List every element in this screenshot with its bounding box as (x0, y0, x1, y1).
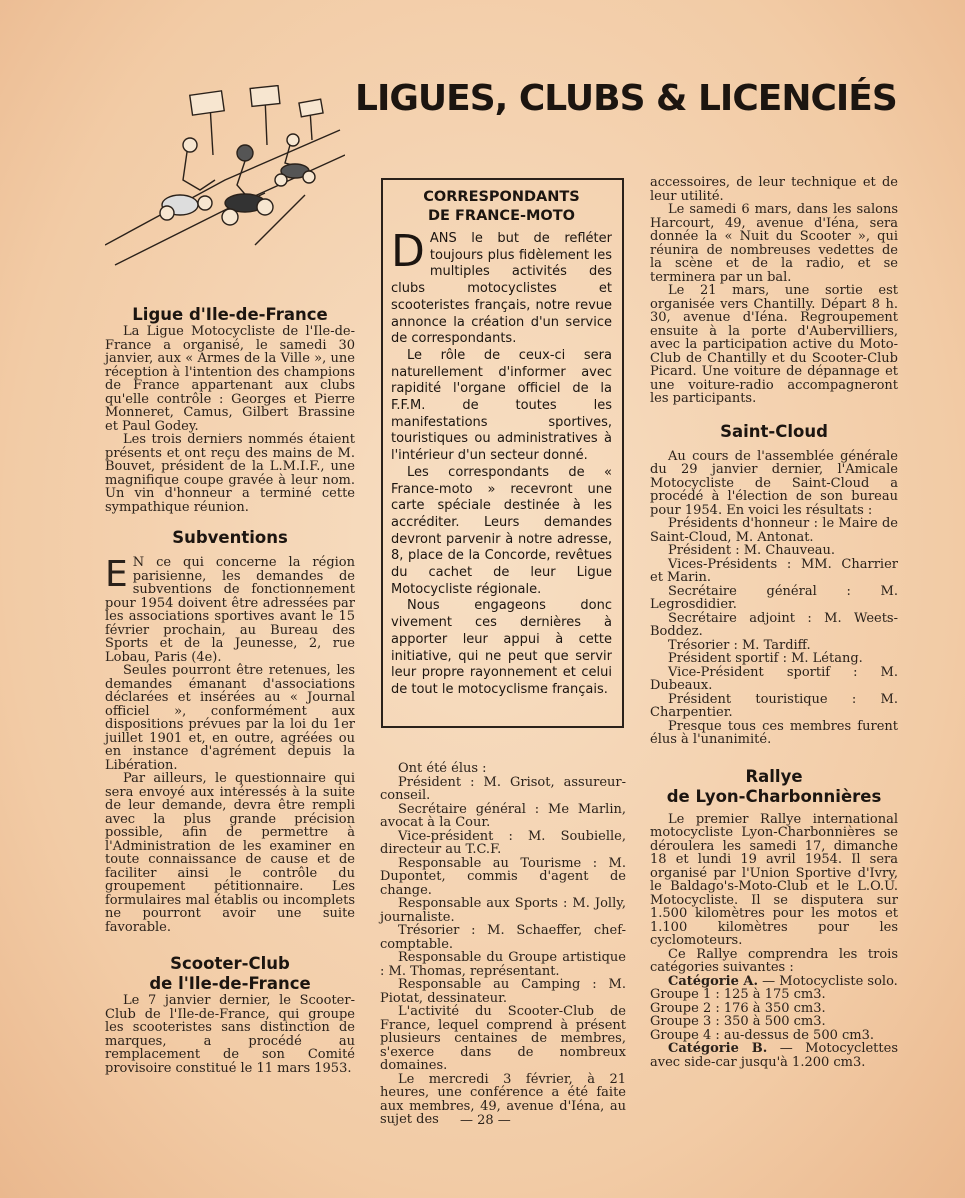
drop-cap: E (105, 554, 128, 595)
list-line: Vice-président : M. Soubielle, directeur au T.C.F. (380, 828, 626, 857)
list-line: Secrétaire général : M. Legrosdidier. (650, 583, 898, 612)
list-line: Secrétaire général : Me Marlin, avocat à la Cour. (380, 801, 626, 830)
list-line: Trésorier : M. Schaeffer, chef-comptable. (380, 923, 626, 952)
paragraph: Nous engageons donc vivement ces dernières à apporter leur appui à cette initiative, qui ne peut que servir leur propre rayonnement et celui de tout le motocyclisme français. (391, 598, 612, 697)
list-line: Président sportif : M. Létang. (668, 651, 863, 666)
section-title-saint-cloud: Saint-Cloud (720, 421, 828, 441)
list-line: Responsable aux Sports : M. Jolly, journaliste. (380, 896, 626, 925)
list-line: Président : M. Grisot, assureur-conseil. (380, 774, 626, 803)
list-line: Au cours de l'assemblée générale du 29 janvier dernier, l'Amicale Motocycliste de Saint-Cloud a procédé à l'élection de son bureau pour 1954. En voici les résultats : (650, 448, 898, 518)
drop-cap: D (391, 226, 425, 277)
list-line: Présidents d'honneur : le Maire de Saint-Cloud, M. Antonat. (650, 516, 898, 545)
paragraph-with-dropcap (105, 556, 355, 664)
paragraph: Les trois derniers nommés étaient présents et ont reçu des mains de M. Bouvet, président de la L.M.I.F., une magnifique coupe gravée à leur nom. Un vin d'honneur a terminé cette sympathique réunion. (105, 432, 355, 515)
paragraph: Le 21 mars, une sortie est organisée vers Chantilly. Départ 8 h. 30, avenue d'Iéna. Regroupement ensuite à la porte d'Aubervilliers, avec la participation active du Moto-Club de Chantilly et du Scooter-Club Picard. Une voiture de dépannage et une voiture-radio accompagneront les participants. (650, 283, 898, 406)
list-line: Responsable au Camping : M. Piotat, dessinateur. (380, 977, 626, 1006)
category-text: — Motocyclettes avec side-car jusqu'à 1.200 cm3. (650, 1041, 898, 1070)
section-title-rallye (650, 767, 898, 807)
title-line: de Lyon-Charbonnières (666, 786, 882, 806)
paragraph: Le premier Rallye international motocycliste Lyon-Charbonnières se déroulera les samedi 17, dimanche 18 et lundi 19 avril 1954. Il sera organisé par l'Union Sportive d'Ivry, le Baldago's-Moto-Club et le L.O.U. Motocycliste. Il se disputera sur 1.500 kilomètres pour les motos et 1.100 kilomètres pour les cyclomoteurs. (650, 811, 898, 948)
category-label: Catégorie B. (668, 1041, 768, 1056)
paragraph: La Ligue Motocycliste de l'Ile-de-France a organisé, le samedi 30 janvier, aux « Armes de la Ville », une réception à l'intention des champions de France appartenant aux clubs qu'elle contrôle : Georges et Pierre Monneret, Camus, Gilbert Brassine et Paul Godey. (105, 324, 355, 434)
section-title-subventions: Subventions (172, 528, 288, 547)
paragraph-text: N ce qui concerne la région parisienne, les demandes de subventions de fonctionnement pour 1954 doivent être adressées par les associations sportives avant le 15 février prochain, au Bureau des Sports et de la Jeunesse, 2, rue Lobau, Paris (4e). (105, 555, 355, 665)
list-line: Ont été élus : (398, 761, 487, 776)
section-title-ligue: Ligue d'Ile-de-France (132, 305, 328, 324)
category-line (650, 1042, 898, 1069)
correspondants-box (381, 178, 624, 728)
title-line: Scooter-Club (170, 954, 290, 973)
paragraph: Seules pourront être retenues, les demandes émanant d'associations déclarées et insérées au « Journal officiel », conformément aux dispositions prévues par la loi du 1er juillet 1901 et, en outre, agréées ou en instance d'agrément depuis la Libération. (105, 663, 355, 773)
list-line: Le mercredi 3 février, à 21 heures, une conférence a été faite aux membres, 49, avenue d'Iéna, au sujet des (380, 1071, 626, 1127)
title-line: de l'Ile-de-France (149, 974, 311, 993)
scooter-riders-illustration (105, 85, 345, 270)
group-line: Groupe 3 : 350 à 500 cm3. (650, 1014, 826, 1029)
title-line: Rallye (745, 766, 803, 786)
category-text: — Motocycliste solo. (758, 973, 898, 989)
title-line: CORRESPONDANTS (423, 189, 580, 205)
paragraph: Le rôle de ceux-ci sera naturellement d'informer avec rapidité l'organe officiel de la F.F.M. de toutes les manifestations sportives, touristiques ou administratives à l'intérieur d'un secteur donné. (391, 347, 612, 464)
paragraph: Ce Rallye comprendra les trois catégories suivantes : (650, 946, 898, 975)
list-line: Responsable au Tourisme : M. Dupontet, commis d'agent de change. (380, 855, 626, 898)
paragraph: Le 7 janvier dernier, le Scooter-Club de l'Ile-de-France, qui groupe les scooteristes sans distinction de marques, a procédé au remplacement de son Comité provisoire constitué le 11 mars 1953. (105, 993, 355, 1076)
box-title (391, 188, 612, 226)
paragraph: Les correspondants de « France-moto » recevront une carte spéciale destinée à les accréditer. Leurs demandes devront parvenir à notre adresse, 8, place de la Concorde, revêtues du cachet de leur Ligue Motocycliste régionale. (391, 464, 612, 597)
group-line: Groupe 4 : au-dessus de 500 cm3. (650, 1027, 875, 1043)
paragraph-text: ANS le but de refléter toujours plus fidèlement les multiples activités des clubs motocyclistes et scooteristes français, notre revue annonce la création d'un service de correspondants. (391, 231, 612, 347)
category-line (650, 975, 898, 989)
group-line: Groupe 1 : 125 à 175 cm3. (650, 987, 826, 1002)
list-line: Secrétaire adjoint : M. Weets-Boddez. (650, 610, 898, 639)
list-line: Vices-Présidents : MM. Charrier et Marin. (650, 556, 898, 585)
title-line: DE FRANCE-MOTO (428, 208, 575, 224)
list-line: Trésorier : M. Tardiff. (668, 637, 811, 653)
paragraph-with-dropcap (391, 226, 612, 348)
list-line: Président touristique : M. Charpentier. (650, 691, 898, 720)
group-line: Groupe 2 : 176 à 350 cm3. (650, 1000, 826, 1016)
section-title-scooter-club (105, 954, 355, 994)
paragraph: Par ailleurs, le questionnaire qui sera envoyé aux intéressés à la suite de leur demande, devra être rempli avec la plus grande précision possible, afin de permettre à l'Administration de les examiner en toute connaissance de cause et de faciliter ainsi le contrôle du groupement pétitionnaire. Les formulaires mal établis ou incomplets ne pourront avoir une suite favorable. (105, 771, 355, 935)
list-line: Président : M. Chauveau. (668, 543, 836, 558)
page-number: — 28 — (460, 1113, 511, 1128)
category-label: Catégorie A. (668, 973, 759, 989)
column-right (650, 176, 898, 1069)
column-left (105, 305, 355, 1075)
page-headline: LIGUES, CLUBS & LICENCIÉS (355, 78, 897, 119)
list-line: Presque tous ces membres furent élus à l'unanimité. (650, 718, 898, 747)
list-line: Vice-Président sportif : M. Dubeaux. (650, 664, 898, 693)
column-middle (380, 762, 626, 1127)
list-line: Responsable du Groupe artistique : M. Thomas, représentant. (380, 950, 626, 979)
list-line: L'activité du Scooter-Club de France, lequel comprend à présent plusieurs centaines de membres, s'exerce dans de nombreux domaines. (380, 1004, 626, 1073)
paragraph: Le samedi 6 mars, dans les salons Harcourt, 49, avenue d'Iéna, sera donnée la « Nuit du Scooter », qui réunira de nombreuses vedettes de la scène et de la radio, et se terminera par un bal. (650, 202, 898, 285)
paragraph: accessoires, de leur technique et de leur utilité. (650, 175, 898, 204)
